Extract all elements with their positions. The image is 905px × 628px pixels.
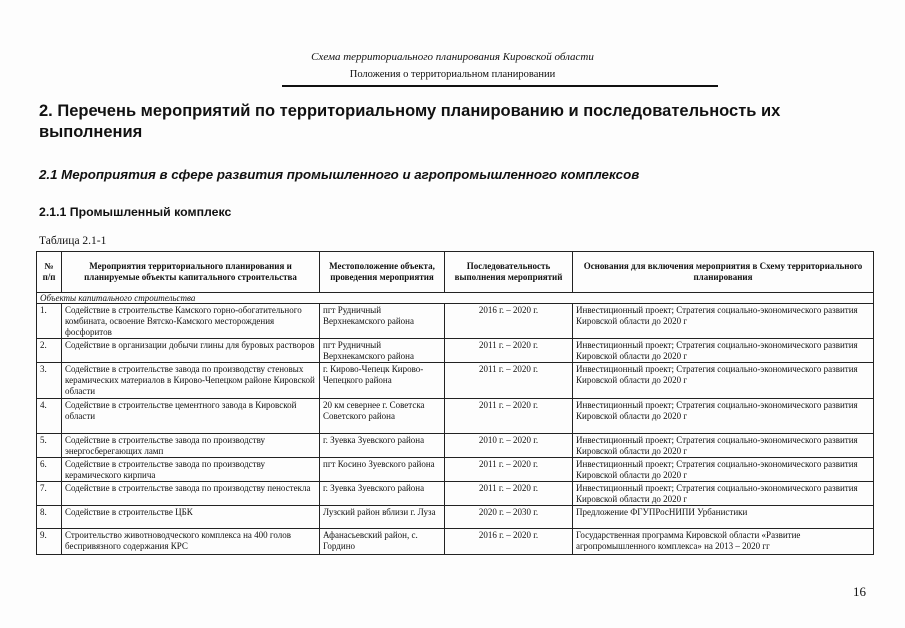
table-row: [37, 363, 874, 399]
section-heading-2: 2.1 Мероприятия в сфере развития промышленного и агропромышленного комплексов: [39, 167, 640, 182]
events-table: [36, 251, 874, 555]
row-sequence: 2011 г. – 2020 г.: [445, 482, 573, 506]
row-sequence: 2011 г. – 2020 г.: [445, 458, 573, 482]
section-heading-3: 2.1.1 Промышленный комплекс: [39, 205, 232, 219]
row-location: пгт Рудничный Верхнекамского района: [320, 304, 445, 339]
row-sequence: 2010 г. – 2020 г.: [445, 434, 573, 458]
col-header-sequence: Последовательность выполнения мероприятий: [445, 252, 573, 293]
row-num: 4.: [37, 399, 62, 434]
row-num: 3.: [37, 363, 62, 399]
row-event: Содействие в строительстве Камского горно-обогатительного комбината, освоение Вятско-Камского месторождения фосфоритов: [62, 304, 320, 339]
col-header-num: № п/п: [37, 252, 62, 293]
row-basis: Инвестиционный проект; Стратегия социально-экономического развития Кировской области до 2020 г: [573, 482, 874, 506]
row-location: Лузский район вблизи г. Луза: [320, 506, 445, 529]
table-row: [37, 434, 874, 458]
row-basis: Предложение ФГУПРосНИПИ Урбанистики: [573, 506, 874, 529]
row-location: Афанасьевский район, с. Гордино: [320, 529, 445, 555]
running-header-title: Схема территориального планирования Кировской области: [311, 51, 594, 63]
table-header-row: [37, 252, 874, 293]
table-row: [37, 399, 874, 434]
row-event: Содействие в строительстве завода по производству энергосберегающих ламп: [62, 434, 320, 458]
row-event: Содействие в строительстве завода по производству пеностекла: [62, 482, 320, 506]
row-num: 6.: [37, 458, 62, 482]
row-location: г. Кирово-Чепецк Кирово-Чепецкого района: [320, 363, 445, 399]
row-sequence: 2011 г. – 2020 г.: [445, 363, 573, 399]
row-event: Содействие в строительстве цементного завода в Кировской области: [62, 399, 320, 434]
row-location: пгт Косино Зуевского района: [320, 458, 445, 482]
row-basis: Инвестиционный проект; Стратегия социально-экономического развития Кировской области до 2020 г: [573, 399, 874, 434]
row-sequence: 2016 г. – 2020 г.: [445, 304, 573, 339]
row-location: пгт Рудничный Верхнекамского района: [320, 339, 445, 363]
page-number: 16: [853, 584, 866, 599]
table-row: [37, 458, 874, 482]
table-caption: Таблица 2.1-1: [39, 235, 107, 247]
row-event: Содействие в строительстве ЦБК: [62, 506, 320, 529]
row-event: Содействие в организации добычи глины для буровых растворов: [62, 339, 320, 363]
table-row: [37, 304, 874, 339]
col-header-event: Мероприятия территориального планирования и планируемые объекты капитального строительства: [62, 252, 320, 293]
row-event: Содействие в строительстве завода по производству керамического кирпича: [62, 458, 320, 482]
row-num: 1.: [37, 304, 62, 339]
row-sequence: 2020 г. – 2030 г.: [445, 506, 573, 529]
row-basis: Инвестиционный проект; Стратегия социально-экономического развития Кировской области до 2020 г: [573, 434, 874, 458]
row-num: 5.: [37, 434, 62, 458]
table-row: [37, 529, 874, 555]
table-group-row: [37, 293, 874, 304]
row-basis: Инвестиционный проект; Стратегия социально-экономического развития Кировской области до 2020 г: [573, 339, 874, 363]
row-basis: Государственная программа Кировской области «Развитие агропромышленного комплекса» на 2013 – 2020 гг: [573, 529, 874, 555]
row-num: 8.: [37, 506, 62, 529]
row-basis: Инвестиционный проект; Стратегия социально-экономического развития Кировской области до 2020 г: [573, 304, 874, 339]
row-basis: Инвестиционный проект; Стратегия социально-экономического развития Кировской области до 2020 г: [573, 363, 874, 399]
row-num: 9.: [37, 529, 62, 555]
row-sequence: 2011 г. – 2020 г.: [445, 399, 573, 434]
col-header-basis: Основания для включения мероприятия в Схему территориального планирования: [573, 252, 874, 293]
row-sequence: 2016 г. – 2020 г.: [445, 529, 573, 555]
row-basis: Инвестиционный проект; Стратегия социально-экономического развития Кировской области до 2020 г: [573, 458, 874, 482]
col-header-location: Местоположение объекта, проведения мероприятия: [320, 252, 445, 293]
section-heading-1: 2. Перечень мероприятий по территориальному планированию и последовательность их выполнения: [39, 102, 781, 141]
row-event: Строительство животноводческого комплекса на 400 голов беспривязного содержания КРС: [62, 529, 320, 555]
table-row: [37, 506, 874, 529]
row-sequence: 2011 г. – 2020 г.: [445, 339, 573, 363]
table-row: [37, 482, 874, 506]
group-label: Объекты капитального строительства: [37, 293, 874, 304]
row-num: 2.: [37, 339, 62, 363]
running-header-subtitle: Положения о территориальном планировании: [349, 69, 556, 80]
row-location: 20 км севернее г. Советска Советского района: [320, 399, 445, 434]
table-row: [37, 339, 874, 363]
row-event: Содействие в строительстве завода по производству стеновых керамических материалов в Кирово-Чепецком районе Кировской области: [62, 363, 320, 399]
row-location: г. Зуевка Зуевского района: [320, 482, 445, 506]
row-location: г. Зуевка Зуевского района: [320, 434, 445, 458]
header-rule: [282, 85, 718, 87]
row-num: 7.: [37, 482, 62, 506]
